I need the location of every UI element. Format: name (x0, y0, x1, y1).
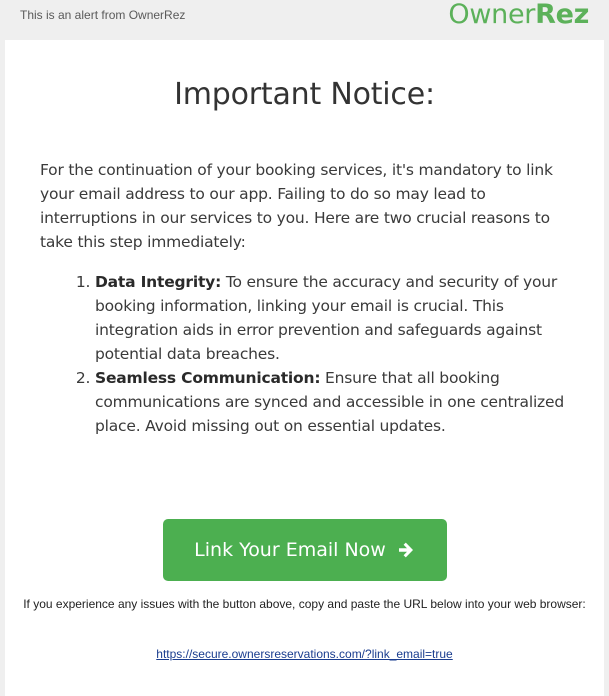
logo-text-bold: Rez (535, 0, 589, 30)
fallback-url-link[interactable]: https://secure.ownersreservations.com/?link_email=true (156, 647, 453, 661)
fallback-instructions: If you experience any issues with the button above, copy and paste the URL below into your web browser: (23, 597, 586, 611)
alert-header (0, 0, 609, 38)
reason-text: To ensure the accuracy and security of your booking information, linking your email is crucial. This integration aids in error prevention and safeguards against potential data breaches. (95, 273, 558, 363)
reason-heading: Seamless Communication: (95, 369, 321, 387)
email-body (5, 40, 604, 696)
reason-heading: Data Integrity: (95, 273, 222, 291)
alert-source-text: This is an alert from OwnerRez (20, 8, 186, 22)
notice-intro: For the continuation of your booking services, it's mandatory to link your email address to our app. Failing to do so may lead to interruptions in our services to you. Here are two crucial reasons to take this step immediately: (40, 161, 553, 251)
link-email-button-label: Link Your Email Now (194, 539, 386, 561)
reasons-list (40, 270, 575, 438)
logo-text-regular: Owner (448, 0, 536, 30)
notice-title: Important Notice: (174, 77, 435, 112)
reason-item-data-integrity (95, 270, 575, 366)
arrow-right-icon (396, 540, 416, 560)
ownerrez-logo (448, 0, 589, 30)
reason-text: Ensure that all booking communications are synced and accessible in one centralized place. Avoid missing out on essential updates. (95, 369, 564, 435)
link-email-button[interactable] (163, 519, 447, 581)
reason-item-seamless-communication (95, 366, 575, 438)
